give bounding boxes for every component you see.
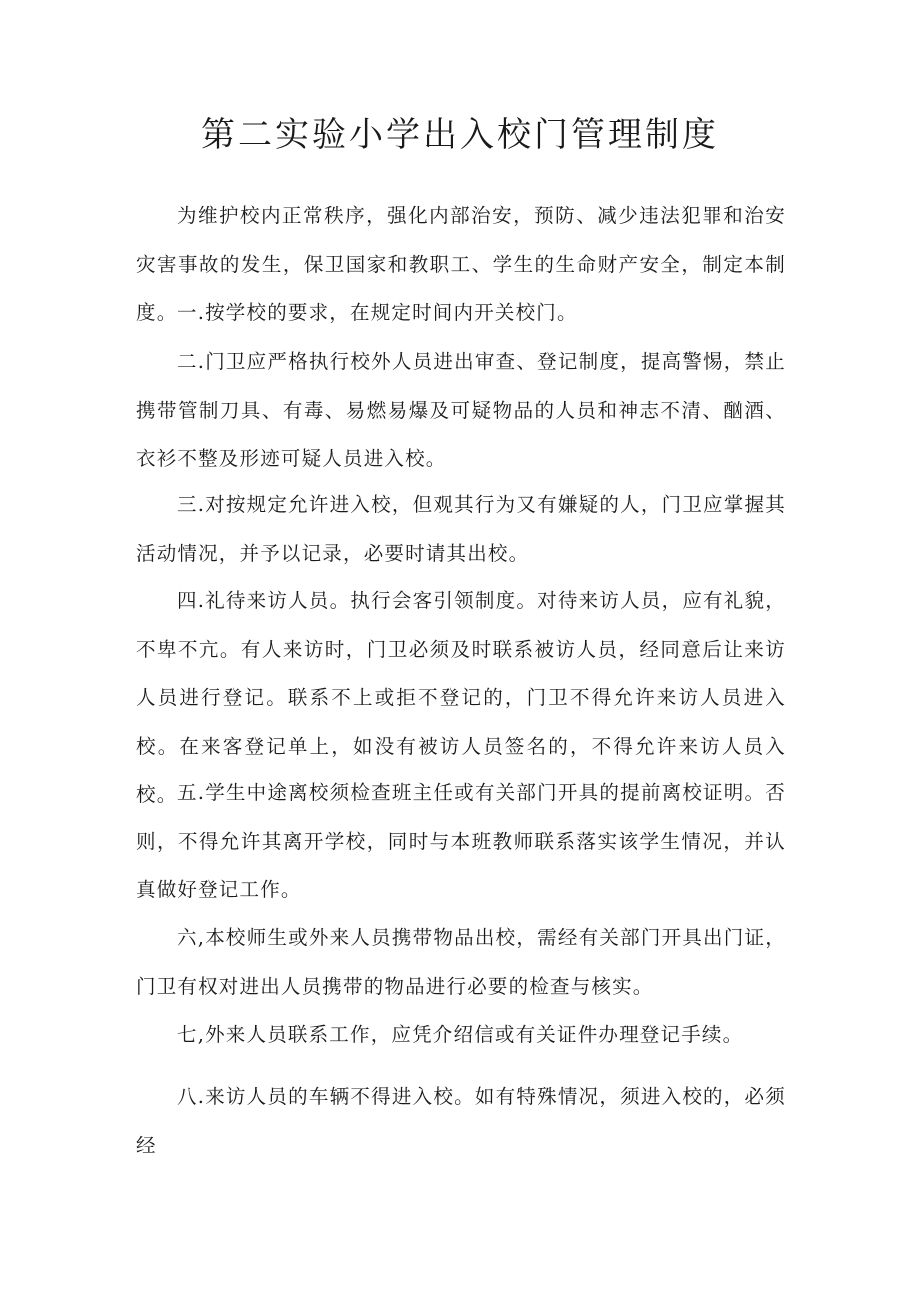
paragraph-item-4: 四.礼待来访人员。执行会客引领制度。对待来访人员，应有礼貌，不卑不亢。有人来访时，门卫必须及时联系被访人员，经同意后让来访人员进行登记。联系不上或拒不登记的，门卫不得允许来访人员进入校。在来客登记单上，如没有被访人员签名的，不得允许来访人员入校。 — [136, 589, 786, 806]
paragraph-item-1: 一.按学校的要求，在规定时间内开关校门。 — [177, 301, 578, 324]
paragraph-item-8: 八.来访人员的车辆不得进入校。如有特殊情况，须进入校的，必须经 — [136, 1085, 786, 1157]
paragraph-intro: 为维护校内正常秩序，强化内部治安，预防、减少违法犯罪和治安灾害事故的发生，保卫国家和教职工、学生的生命财产安全，制定本制度。 — [136, 204, 786, 324]
paragraph-item-7: 七,外来人员联系工作，应凭介绍信或有关证件办理登记手续。 — [177, 1023, 744, 1046]
paragraph-item-3: 三.对按规定允许进入校，但观其行为又有嫌疑的人，门卫应掌握其活动情况，并予以记录，必要时请其出校。 — [136, 493, 786, 565]
page-title: 第二实验小学出入校门管理制度 — [201, 115, 719, 155]
paragraph-item-5: 五.学生中途离校须检查班主任或有关部门开具的提前离校证明。否则，不得允许其离开学校，同时与本班教师联系落实该学生情况，并认真做好登记工作。 — [136, 781, 786, 901]
paragraph-item-2: 二.门卫应严格执行校外人员进出审查、登记制度，提高警惕，禁止携带管制刀具、有毒、易燃易爆及可疑物品的人员和神志不清、酗酒、衣衫不整及形迹可疑人员进入校。 — [136, 350, 786, 470]
paragraph-item-6: 六,本校师生或外来人员携带物品出校，需经有关部门开具出门证，门卫有权对进出人员携带的物品进行必要的检查与核实。 — [136, 926, 786, 998]
